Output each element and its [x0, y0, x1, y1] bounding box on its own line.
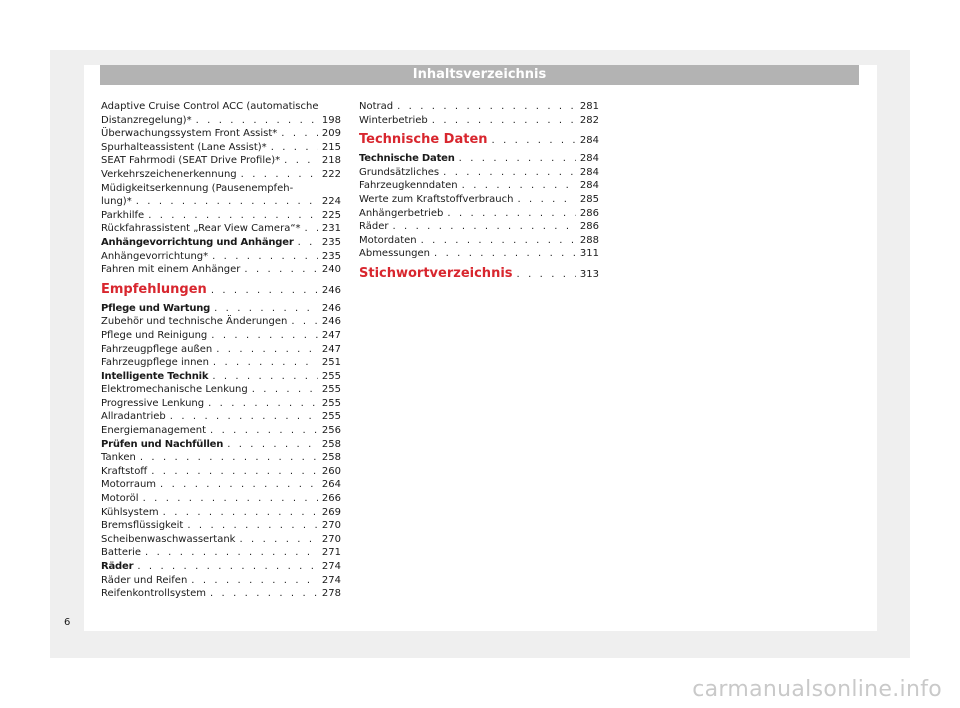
toc-page-number: 209 [321, 128, 341, 140]
toc-entry[interactable] [101, 438, 341, 452]
dot-leader [170, 410, 318, 424]
dot-leader [213, 356, 318, 370]
toc-entry-title-line: Müdigkeitserkennung (Pausenempfeh- [101, 182, 294, 194]
toc-entry-title: Zubehör und technische Änderungen [101, 316, 288, 328]
toc-section-heading[interactable] [359, 265, 599, 284]
toc-entry-title: Fahrzeugkenndaten [359, 180, 458, 192]
toc-entry-title: Prüfen und Nachfüllen [101, 438, 224, 450]
dot-leader [191, 574, 318, 588]
dot-leader [211, 329, 318, 343]
toc-entry-title: Räder und Reifen [101, 574, 188, 586]
toc-entry-title: Notrad [359, 101, 394, 112]
toc-page-number: 256 [321, 425, 341, 437]
toc-page-number: 313 [579, 268, 599, 280]
toc-page-number: 270 [321, 533, 341, 545]
dot-leader [239, 533, 317, 547]
toc-entry[interactable] [101, 574, 341, 588]
toc-entry[interactable] [101, 465, 341, 479]
toc-entry-title: Spurhalteassistent (Lane Assist)* [101, 141, 267, 153]
toc-page-number: 288 [579, 234, 599, 246]
toc-section-heading[interactable] [101, 281, 341, 300]
dot-leader [244, 263, 317, 277]
toc-page-number: 246 [321, 284, 341, 296]
toc-page-number: 235 [321, 250, 341, 262]
toc-entry[interactable] [101, 519, 341, 533]
toc-entry-title: Motordaten [359, 234, 417, 246]
toc-entry-title: Motorraum [101, 479, 157, 491]
toc-page-number: 215 [321, 141, 341, 153]
toc-page-number: 246 [321, 316, 341, 328]
toc-entry-title: Fahrzeugpflege innen [101, 357, 209, 369]
dot-leader [298, 236, 318, 250]
toc-entry-title: Intelligente Technik [101, 370, 209, 382]
dot-leader [252, 383, 318, 397]
dot-leader [459, 152, 576, 166]
toc-entry-title: Kühlsystem [101, 506, 159, 518]
page-title: Inhaltsverzeichnis [100, 65, 859, 85]
toc-entry-title: Anhängevorrichtung und Anhänger [101, 236, 294, 248]
toc-entry-title: Winterbetrieb [359, 114, 428, 126]
toc-page-number: 270 [321, 520, 341, 532]
toc-entry-title: Technische Daten [359, 132, 488, 148]
toc-left-column [101, 100, 341, 601]
dot-leader [216, 343, 318, 357]
toc-entry[interactable] [101, 182, 341, 209]
toc-entry[interactable] [101, 236, 341, 250]
watermark: carmanualsonline.info [692, 677, 942, 702]
dot-leader [421, 234, 576, 248]
toc-entry[interactable] [101, 263, 341, 277]
toc-entry[interactable] [101, 383, 341, 397]
toc-entry[interactable] [101, 546, 341, 560]
dot-leader [160, 478, 318, 492]
toc-entry[interactable] [101, 141, 341, 155]
toc-entry-title: Allradantrieb [101, 411, 166, 423]
toc-entry-title: Werte zum Kraftstoffverbrauch [359, 193, 514, 205]
toc-page-number: 285 [579, 193, 599, 205]
dot-leader [196, 114, 318, 128]
toc-entry[interactable] [101, 478, 341, 492]
toc-entry[interactable] [359, 166, 599, 180]
toc-page-number: 266 [321, 493, 341, 505]
dot-leader [492, 132, 576, 150]
toc-entry-title: Reifenkontrollsystem [101, 588, 206, 600]
dot-leader [443, 166, 576, 180]
toc-entry[interactable] [359, 207, 599, 221]
dot-leader [392, 220, 575, 234]
toc-entry-title: Empfehlungen [101, 281, 207, 297]
toc-entry[interactable] [359, 193, 599, 207]
dot-leader [447, 207, 576, 221]
toc-entry-title: Scheibenwaschwassertank [101, 533, 236, 545]
toc-entry-title: Abmessungen [359, 248, 431, 260]
toc-entry[interactable] [101, 356, 341, 370]
toc-entry[interactable] [101, 127, 341, 141]
page-number: 6 [64, 617, 71, 628]
dot-leader [305, 222, 318, 236]
toc-section-heading[interactable] [359, 131, 599, 150]
toc-entry[interactable] [359, 114, 599, 128]
toc-page-number: 240 [321, 264, 341, 276]
toc-page-number: 264 [321, 479, 341, 491]
dot-leader [148, 209, 318, 223]
toc-entry[interactable] [101, 492, 341, 506]
dot-leader [187, 519, 318, 533]
toc-entry-title: Fahrzeugpflege außen [101, 343, 213, 355]
toc-entry[interactable] [101, 343, 341, 357]
toc-entry-title: Pflege und Wartung [101, 302, 211, 314]
dot-leader [211, 282, 318, 300]
toc-page-number: 255 [321, 397, 341, 409]
toc-entry[interactable] [101, 222, 341, 236]
toc-page-number: 281 [579, 101, 599, 112]
toc-entry[interactable] [359, 179, 599, 193]
toc-entry-title: Rückfahrassistent „Rear View Camera“* [101, 223, 301, 235]
toc-page-number: 284 [579, 135, 599, 147]
toc-page-number: 278 [321, 588, 341, 600]
dot-leader [210, 587, 318, 601]
toc-entry-title: Elektromechanische Lenkung [101, 384, 248, 396]
toc-entry-title: Progressive Lenkung [101, 397, 205, 409]
toc-entry[interactable] [101, 100, 341, 127]
dot-leader [517, 266, 576, 284]
toc-entry-title: Parkhilfe [101, 209, 145, 221]
toc-page-number: 235 [321, 236, 341, 248]
toc-page-number: 247 [321, 329, 341, 341]
toc-entry[interactable] [359, 152, 599, 166]
toc-entry-title: Anhängevorrichtung* [101, 250, 209, 262]
toc-entry-title: Tanken [101, 452, 136, 464]
dot-leader [137, 560, 318, 574]
toc-page-number: 274 [321, 574, 341, 586]
dot-leader [291, 315, 318, 329]
toc-entry-title-line: Adaptive Cruise Control ACC (automatische [101, 101, 319, 112]
toc-entry-title: Technische Daten [359, 153, 455, 165]
toc-page-number: 255 [321, 370, 341, 382]
toc-entry[interactable] [101, 370, 341, 384]
toc-entry[interactable] [359, 234, 599, 248]
toc-page-number: 255 [321, 411, 341, 423]
toc-entry[interactable] [101, 587, 341, 601]
toc-page-number: 222 [321, 168, 341, 180]
toc-entry-title: Motoröl [101, 493, 139, 505]
toc-page-number: 269 [321, 506, 341, 518]
toc-page-number: 260 [321, 465, 341, 477]
dot-leader [434, 247, 576, 261]
dot-leader [210, 424, 318, 438]
toc-page-number: 198 [321, 114, 341, 126]
dot-leader [151, 465, 318, 479]
toc-page-number: 258 [321, 438, 341, 450]
toc-entry-title: Räder [359, 221, 389, 233]
toc-entry-title: Batterie [101, 547, 142, 559]
toc-entry[interactable] [101, 168, 341, 182]
dot-leader [284, 154, 318, 168]
toc-page-number: 284 [579, 180, 599, 192]
toc-page-number: 271 [321, 547, 341, 559]
toc-entry[interactable] [101, 154, 341, 168]
toc-page-number: 286 [579, 221, 599, 233]
toc-entry[interactable] [101, 410, 341, 424]
dot-leader [140, 451, 318, 465]
toc-entry[interactable] [101, 315, 341, 329]
dot-leader [163, 506, 318, 520]
dot-leader [145, 546, 318, 560]
toc-entry-title: Überwachungssystem Front Assist* [101, 128, 278, 140]
toc-page-number: 274 [321, 561, 341, 572]
toc-page-number: 246 [321, 302, 341, 314]
dot-leader [432, 114, 576, 128]
toc-entry-title: Energiemanagement [101, 425, 207, 437]
toc-entry-title: SEAT Fahrmodi (SEAT Drive Profile)* [101, 155, 281, 167]
dot-leader [143, 492, 318, 506]
toc-entry-title: Pflege und Reinigung [101, 329, 208, 341]
dot-leader [281, 127, 318, 141]
toc-right-column [359, 100, 599, 286]
toc-entry-title: Räder [101, 561, 134, 572]
toc-page-number: 286 [579, 207, 599, 219]
toc-entry[interactable] [101, 506, 341, 520]
toc-entry[interactable] [101, 424, 341, 438]
toc-entry[interactable] [101, 533, 341, 547]
toc-entry[interactable] [101, 451, 341, 465]
dot-leader [212, 250, 318, 264]
toc-entry[interactable] [359, 100, 599, 114]
toc-entry-title: Verkehrszeichenerkennung [101, 168, 237, 180]
toc-page-number: 311 [579, 248, 599, 260]
dot-leader [241, 168, 318, 182]
dot-leader [271, 141, 318, 155]
toc-entry-title: Grundsätzliches [359, 166, 440, 178]
toc-entry-title: Bremsflüssigkeit [101, 520, 184, 532]
toc-entry[interactable] [101, 397, 341, 411]
dot-leader [397, 100, 576, 114]
dot-leader [208, 397, 318, 411]
toc-entry[interactable] [101, 329, 341, 343]
dot-leader [517, 193, 575, 207]
toc-entry[interactable] [101, 250, 341, 264]
toc-entry-title: lung)* [101, 196, 132, 208]
toc-entry[interactable] [359, 220, 599, 234]
toc-entry-title: Fahren mit einem Anhänger [101, 264, 241, 276]
dot-leader [227, 438, 318, 452]
toc-entry-title: Anhängerbetrieb [359, 207, 444, 219]
dot-leader [212, 370, 318, 384]
toc-entry[interactable] [101, 302, 341, 316]
toc-page-number: 282 [579, 114, 599, 126]
toc-entry[interactable] [359, 247, 599, 261]
toc-page-number: 284 [579, 166, 599, 178]
toc-page-number: 225 [321, 209, 341, 221]
toc-page-number: 255 [321, 384, 341, 396]
toc-page-number: 247 [321, 343, 341, 355]
toc-page-number: 251 [321, 357, 341, 369]
toc-page-number: 284 [579, 153, 599, 165]
toc-entry-title: Stichwortverzeichnis [359, 265, 513, 281]
toc-entry[interactable] [101, 560, 341, 574]
toc-entry-title: Distanzregelung)* [101, 114, 192, 126]
toc-page-number: 224 [321, 196, 341, 208]
toc-entry[interactable] [101, 209, 341, 223]
dot-leader [136, 195, 318, 209]
toc-page-number: 218 [321, 155, 341, 167]
dot-leader [214, 302, 318, 316]
dot-leader [462, 179, 576, 193]
toc-page-number: 231 [321, 223, 341, 235]
toc-page-number: 258 [321, 452, 341, 464]
toc-entry-title: Kraftstoff [101, 465, 148, 477]
